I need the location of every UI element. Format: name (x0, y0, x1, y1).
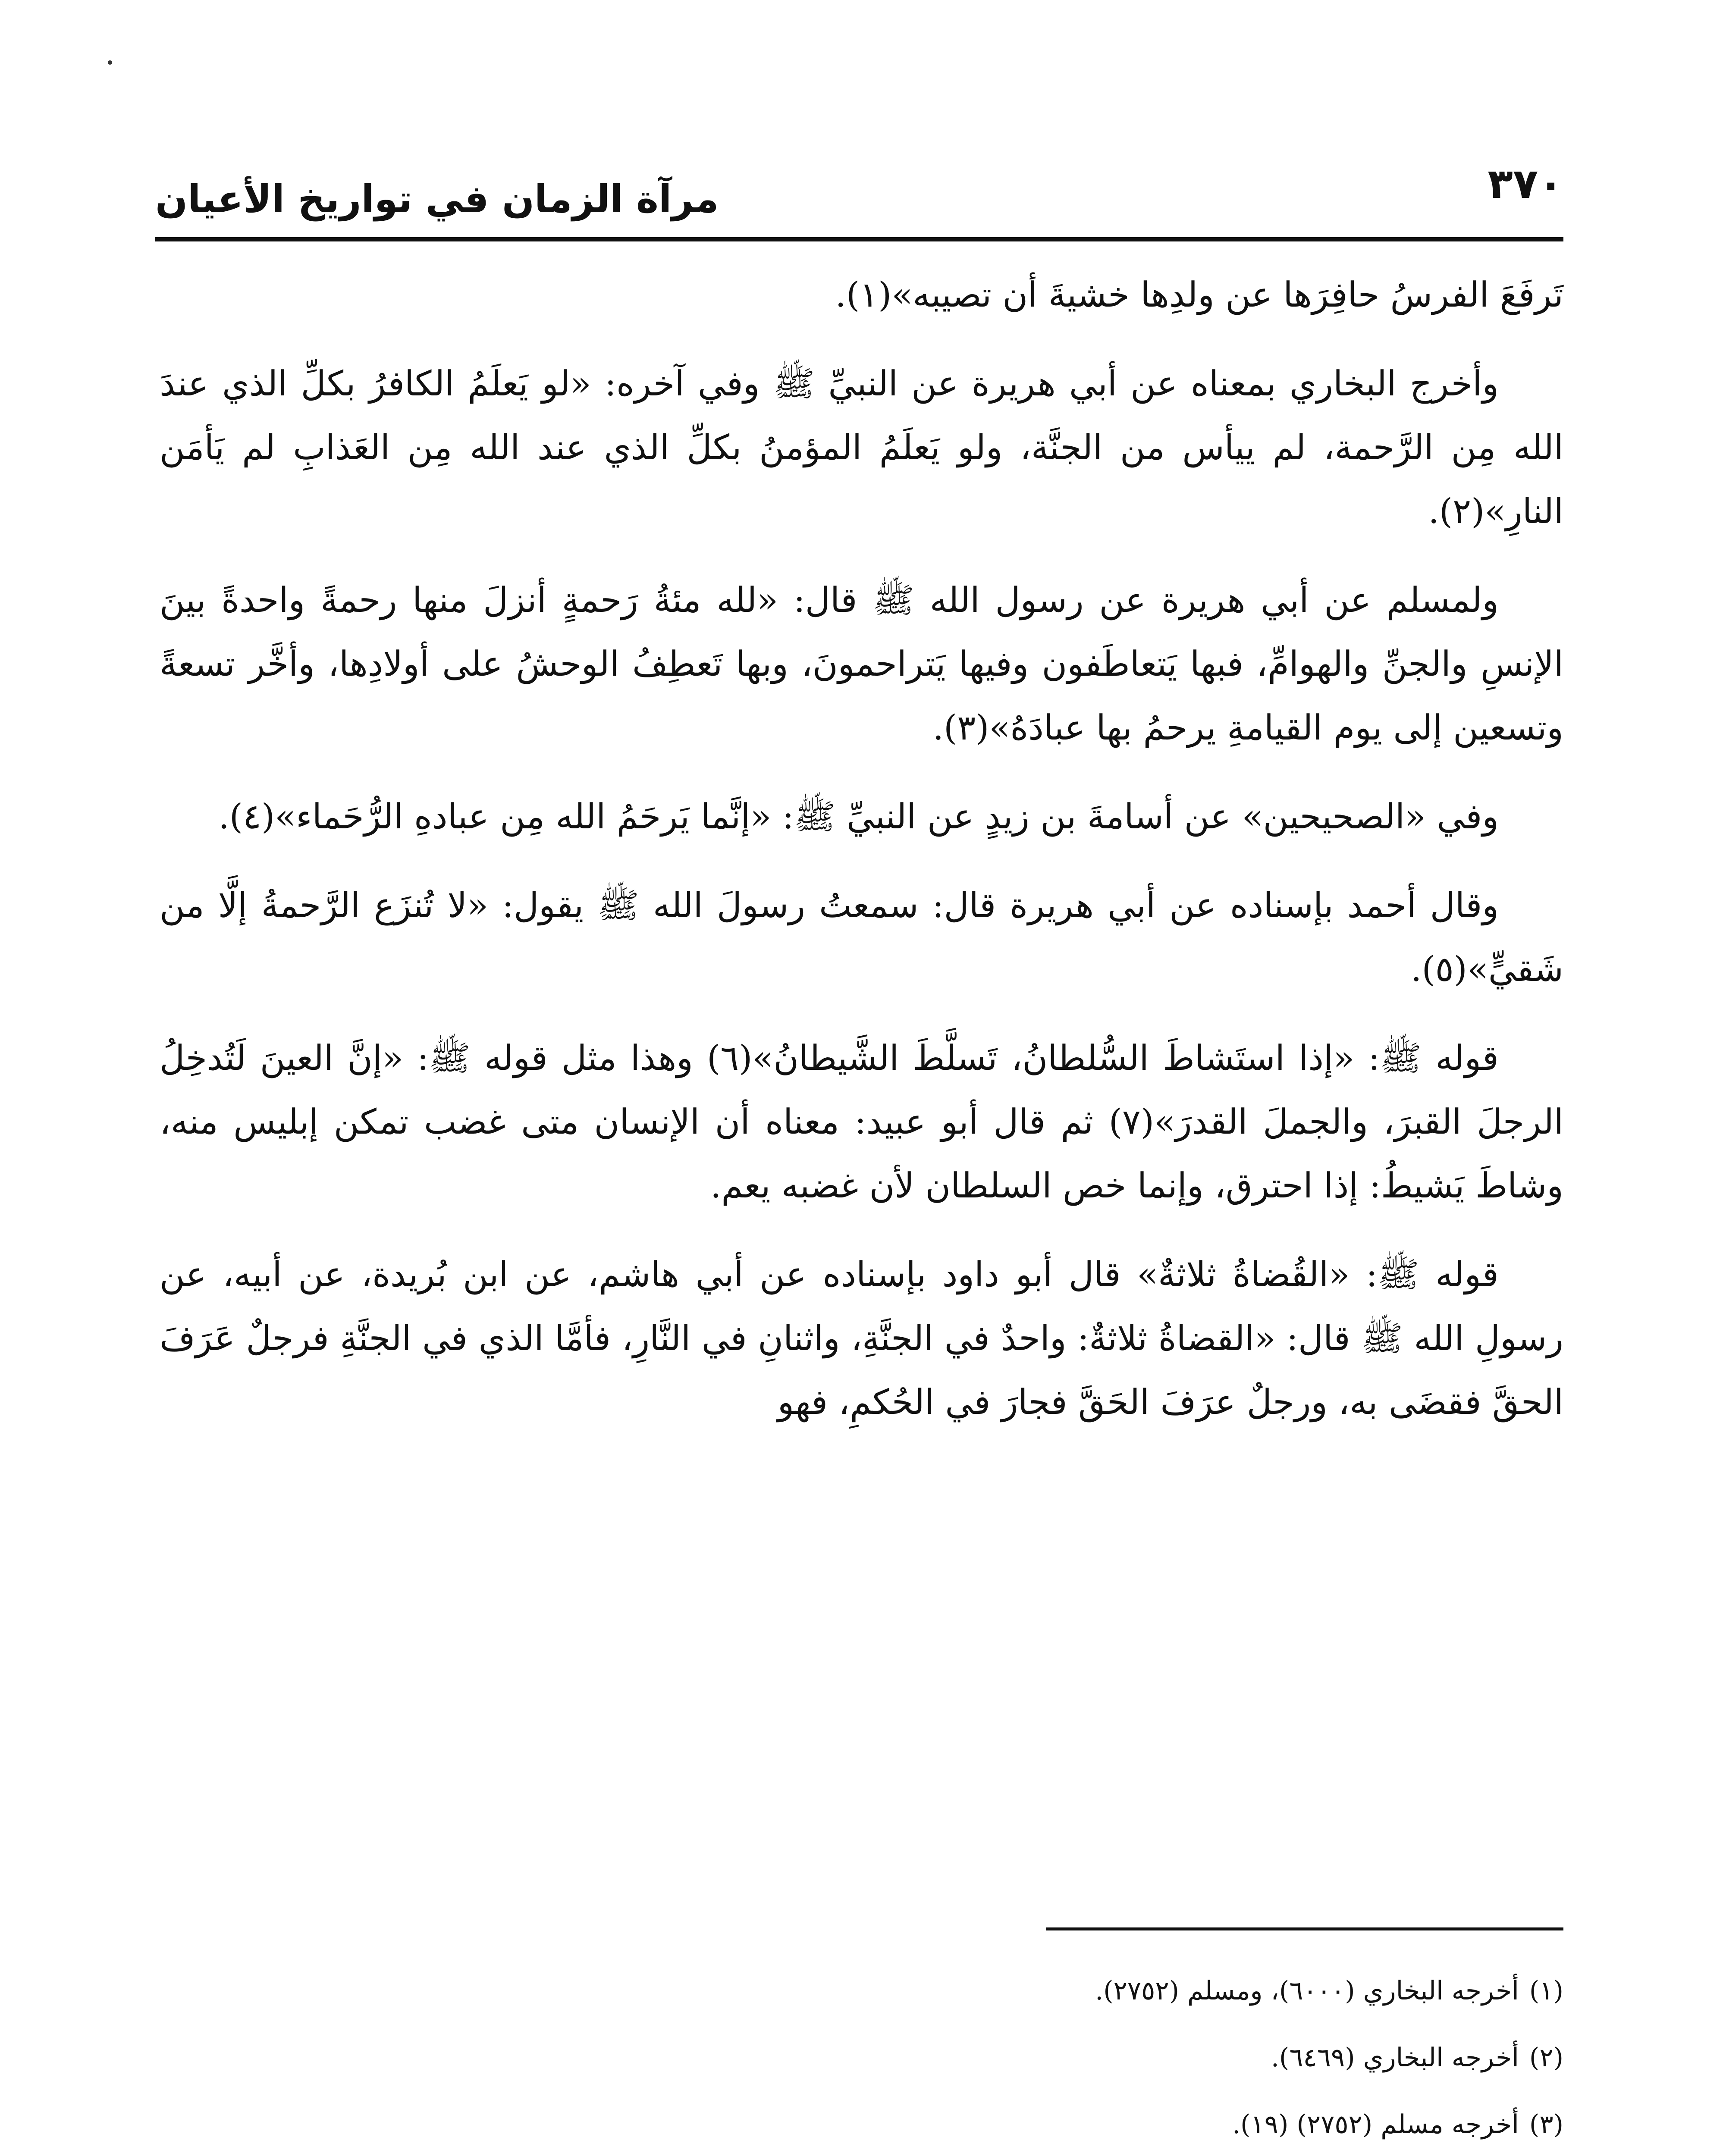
scan-speck (108, 60, 112, 65)
footnote (160, 2024, 1563, 2091)
footnote-separator (1046, 1927, 1563, 1930)
footnote-number: (١) (1529, 1976, 1563, 2006)
paragraph: وأخرج البخاري بمعناه عن أبي هريرة عن النبيِّ ﷺ وفي آخره: «لو يَعلَمُ الكافرُ بكلِّ الذي عندَ الله مِن الرَّحمة، لم ييأس من الجنَّة، ولو يَعلَمُ المؤمنُ بكلِّ الذي عند الله مِن العَذابِ لم يَأمَن النارِ»(٢). (160, 364, 1563, 531)
paragraph: وقال أحمد بإسناده عن أبي هريرة قال: سمعتُ رسولَ الله ﷺ يقول: «لا تُنزَع الرَّحمةُ إلَّا من شَقيٍّ»(٥). (160, 885, 1563, 989)
page-number: ٣٧٠ (1488, 160, 1563, 208)
book-title: مرآة الزمان في تواريخ الأعيان (155, 177, 719, 221)
header-rule (155, 237, 1563, 241)
paragraph: تَرفَعَ الفرسُ حافِرَها عن ولدِها خشيةَ أن تصيبه»(١). (835, 275, 1563, 315)
footnotes (160, 1958, 1563, 2156)
main-text (160, 263, 1563, 1459)
footnote-text: أخرجه البخاري (٦٠٠٠)، ومسلم (٢٧٥٢). (1095, 1976, 1519, 2006)
footnote-number: (٢) (1529, 2043, 1563, 2073)
footnote-text: أخرجه مسلم (٢٧٥٢) (١٩). (1232, 2109, 1519, 2140)
footnote (160, 1958, 1563, 2024)
footnote-number: (٣) (1529, 2109, 1563, 2140)
footnote-text: أخرجه البخاري (٦٤٦٩). (1271, 2043, 1519, 2073)
paragraph: قوله ﷺ: «إذا استَشاطَ السُّلطانُ، تَسلَّطَ الشَّيطانُ»(٦) وهذا مثل قوله ﷺ: «إنَّ العينَ لَتُدخِلُ الرجلَ القبرَ، والجملَ القدرَ»(٧) ثم قال أبو عبيد: معناه أن الإنسان متى غضب تمكن إبليس منه، وشاطَ يَشيطُ: إذا احترق، وإنما خص السلطان لأن غضبه يعم. (160, 1038, 1563, 1206)
paragraph: وفي «الصحيحين» عن أسامةَ بن زيدٍ عن النبيِّ ﷺ: «إنَّما يَرحَمُ الله مِن عبادهِ الرُّحَماء»(٤). (218, 796, 1499, 837)
running-header (155, 142, 1563, 241)
paragraph: قوله ﷺ: «القُضاةُ ثلاثةٌ» قال أبو داود بإسناده عن أبي هاشم، عن ابن بُريدة، عن أبيه، عن رسولِ الله ﷺ قال: «القضاةُ ثلاثةٌ: واحدٌ في الجنَّةِ، واثنانِ في النَّارِ، فأمَّا الذي في الجنَّةِ فرجلٌ عَرَفَ الحقَّ فقضَى به، ورجلٌ عرَفَ الحَقَّ فجارَ في الحُكمِ، فهو (160, 1254, 1564, 1422)
footnote (160, 2091, 1563, 2156)
paragraph: ولمسلم عن أبي هريرة عن رسول الله ﷺ قال: «لله مئةُ رَحمةٍ أنزلَ منها رحمةً واحدةً بينَ الإنسِ والجنِّ والهوامِّ، فبها يَتعاطَفون وفيها يَتراحمونَ، وبها تَعطِفُ الوحشُ على أولادِها، وأخَّر تسعةً وتسعين إلى يوم القيامةِ يرحمُ بها عبادَهُ»(٣). (160, 580, 1563, 748)
